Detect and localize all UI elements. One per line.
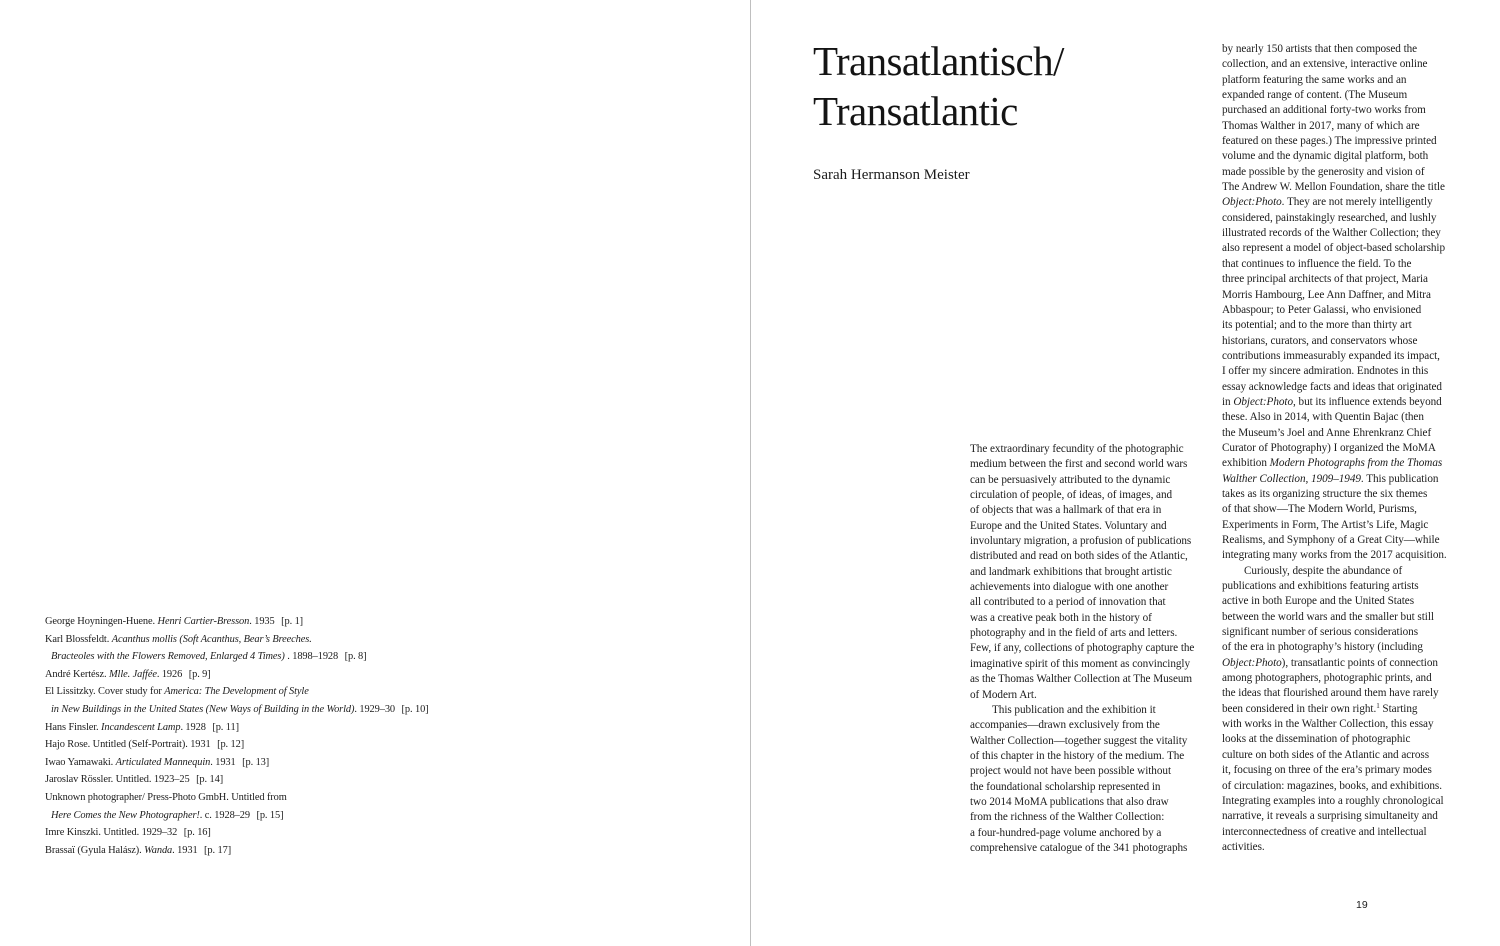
body-text-line: Object:Photo), transatlantic points of connection <box>1222 656 1438 669</box>
body-column-1 <box>970 442 1210 856</box>
body-text-line: photography and in the field of arts and letters. <box>970 627 1178 640</box>
body-text-line: can be persuasively attributed to the dynamic <box>970 473 1171 486</box>
body-text-line: volume and the dynamic digital platform, both <box>1222 150 1429 163</box>
caption-line: Imre Kinszki. Untitled. 1929–32 [p. 16] <box>45 827 211 839</box>
caption-line: Bracteoles with the Flowers Removed, Enlarged 4 Times) . 1898–1928 [p. 8] <box>51 651 367 663</box>
body-text-line: of circulation: magazines, books, and exhibitions. <box>1222 779 1442 792</box>
body-text-line: of that show—The Modern World, Purisms, <box>1222 503 1417 516</box>
body-text-line: by nearly 150 artists that then composed the <box>1222 43 1418 55</box>
body-text-line: Walther Collection—together suggest the vitality <box>970 734 1188 747</box>
body-text-line: of Modern Art. <box>970 688 1037 701</box>
body-text-line: Experiments in Form, The Artist’s Life, Magic <box>1222 518 1429 531</box>
body-text-line: exhibition Modern Photographs from the Thomas <box>1222 457 1443 470</box>
right-page <box>751 0 1500 946</box>
body-text-line: Thomas Walther in 2017, many of which are <box>1222 119 1420 132</box>
body-text-line: Integrating examples into a roughly chronological <box>1222 794 1444 807</box>
body-text-line: a four-hundred-page volume anchored by a <box>970 826 1162 839</box>
body-text-line: was a creative peak both in the history of <box>970 611 1152 624</box>
body-text-line: the foundational scholarship represented in <box>970 780 1161 793</box>
caption-page-ref: [p. 14] <box>196 774 224 786</box>
body-text-line: in Object:Photo, but its influence extends beyond <box>1222 395 1442 408</box>
body-text-line: of the era in photography’s history (including <box>1222 641 1423 654</box>
body-text-line: active in both Europe and the United States <box>1222 595 1415 608</box>
caption-line: Here Comes the New Photographer!. c. 1928–29 [p. 15] <box>51 809 284 821</box>
body-text-line: of this chapter in the history of the medium. The <box>970 749 1185 762</box>
body-text-line: among photographers, photographic prints, and <box>1222 672 1432 685</box>
body-text-line: Curator of Photography) I organized the MoMA <box>1222 441 1436 454</box>
caption-page-ref: [p. 1] <box>281 616 304 627</box>
body-text-line: essay acknowledge facts and ideas that originated <box>1222 380 1442 393</box>
body-text-line: it, focusing on three of the era’s primary modes <box>1222 764 1432 777</box>
body-text-line: two 2014 MoMA publications that also draw <box>970 795 1169 808</box>
body-text-line: with works in the Walther Collection, this essay <box>1222 718 1434 731</box>
caption-line: Hajo Rose. Untitled (Self-Portrait). 1931 [p. 12] <box>45 739 245 751</box>
body-text-line: significant number of serious considerations <box>1222 626 1419 639</box>
caption-line: Iwao Yamawaki. Articulated Mannequin. 1931 [p. 13] <box>45 756 270 768</box>
essay-title-line-1: Transatlantisch/ <box>813 38 1064 84</box>
body-text-line: looks at the dissemination of photographic <box>1222 733 1411 746</box>
body-text-line: as the Thomas Walther Collection at The Museum <box>970 673 1193 686</box>
body-text-line: Few, if any, collections of photography capture the <box>970 642 1195 655</box>
caption-page-ref: [p. 10] <box>401 703 429 715</box>
caption-page-ref: [p. 17] <box>204 844 232 856</box>
body-column-2 <box>1222 42 1462 855</box>
footnote-tail-text: Starting <box>1379 702 1418 715</box>
body-text-line: Morris Hambourg, Lee Ann Daffner, and Mitra <box>1222 288 1431 301</box>
caption-line: Karl Blossfeldt. Acanthus mollis (Soft Acanthus, Bear’s Breeches. <box>45 633 312 645</box>
body-text-line: takes as its organizing structure the six themes <box>1222 487 1428 500</box>
essay-author: Sarah Hermanson Meister <box>813 167 970 183</box>
body-text-line: publications and exhibitions featuring artists <box>1222 580 1419 593</box>
body-text-line: made possible by the generosity and vision of <box>1222 165 1425 178</box>
caption-page-ref: [p. 12] <box>217 739 245 751</box>
body-text-line: that continues to influence the field. To the <box>1222 257 1412 270</box>
caption-line: Unknown photographer/ Press-Photo GmbH. Untitled from <box>45 791 287 803</box>
body-text-line: The Andrew W. Mellon Foundation, share the title <box>1222 181 1445 194</box>
body-text-line: from the richness of the Walther Collection: <box>970 811 1165 824</box>
caption-page-ref: [p. 16] <box>183 827 211 839</box>
body-text-line: been considered in their own right.$^1$ Starting <box>1222 701 1418 715</box>
body-text-line: medium between the first and second world wars <box>970 458 1188 471</box>
body-text-line: Object:Photo. They are not merely intelligently <box>1222 196 1433 209</box>
essay-title <box>813 36 1064 136</box>
body-text-line: interconnectedness of creative and intellectual <box>1222 825 1427 838</box>
body-text-line: The extraordinary fecundity of the photographic <box>970 443 1184 455</box>
footnote-marker: 1 <box>1376 701 1380 710</box>
caption-line: André Kertész. Mlle. Jaffée. 1926 [p. 9] <box>45 668 211 680</box>
caption-line: Hans Finsler. Incandescent Lamp. 1928 [p. 11] <box>45 721 239 733</box>
body-text-line: three principal architects of that project, Maria <box>1222 273 1428 286</box>
body-text-line: culture on both sides of the Atlantic and across <box>1222 748 1430 761</box>
page-number: 19 <box>1356 899 1368 911</box>
body-text-line: also represent a model of object-based scholarship <box>1222 242 1446 255</box>
body-text-line: Europe and the United States. Voluntary and <box>970 519 1167 532</box>
body-text-line: narrative, it reveals a surprising simultaneity and <box>1222 810 1438 823</box>
caption-line: in New Buildings in the United States (New Ways of Building in the World). 1929–30 [p. 10] <box>51 703 429 715</box>
caption-page-ref: [p. 15] <box>256 809 284 821</box>
body-text-line: circulation of people, of ideas, of images, and <box>970 489 1173 502</box>
body-text-line: activities. <box>1222 840 1265 853</box>
body-text-line: involuntary migration, a profusion of publications <box>970 535 1192 548</box>
caption-page-ref: [p. 9] <box>188 668 211 680</box>
body-text-line: these. Also in 2014, with Quentin Bajac (then <box>1222 411 1424 424</box>
body-text-line: Curiously, despite the abundance of <box>1244 564 1403 577</box>
essay-title-line-2: Transatlantic <box>813 88 1018 134</box>
body-text-line: imaginative spirit of this moment as convincingly <box>970 657 1191 670</box>
body-text-line: integrating many works from the 2017 acquisition. <box>1222 549 1447 562</box>
body-text-line: Walther Collection, 1909–1949. This publication <box>1222 472 1439 485</box>
caption-line: George Hoyningen-Huene. Henri Cartier-Bresson. 1935 [p. 1] <box>45 616 304 627</box>
body-text-line: all contributed to a period of innovation that <box>970 596 1166 609</box>
body-text-line: This publication and the exhibition it <box>992 703 1156 716</box>
body-text-line: contributions immeasurably expanded its impact, <box>1222 349 1440 362</box>
body-text-line: accompanies—drawn exclusively from the <box>970 719 1160 732</box>
caption-page-ref: [p. 13] <box>242 756 270 768</box>
body-text-line: collection, and an extensive, interactive online <box>1222 58 1428 71</box>
body-text-line: achievements into dialogue with one another <box>970 581 1169 594</box>
body-text-line: featured on these pages.) The impressive printed <box>1222 135 1437 148</box>
body-text-line: illustrated records of the Walther Collection; they <box>1222 227 1441 240</box>
body-text-line: between the world wars and the smaller but still <box>1222 610 1434 623</box>
body-text-line: I offer my sincere admiration. Endnotes in this <box>1222 365 1429 378</box>
body-text-line: purchased an additional forty-two works from <box>1222 104 1426 117</box>
body-text-line: considered, painstakingly researched, and lushly <box>1222 211 1437 224</box>
caption-page-ref: [p. 11] <box>212 721 239 733</box>
caption-page-ref: [p. 8] <box>344 651 367 663</box>
body-text-line: distributed and read on both sides of the Atlantic, <box>970 550 1188 563</box>
body-text-line: the ideas that flourished around them have rarely <box>1222 687 1439 700</box>
body-text-line: expanded range of content. (The Museum <box>1222 89 1408 102</box>
body-text-line: Realisms, and Symphony of a Great City—while <box>1222 534 1440 546</box>
body-text-line: the Museum’s Joel and Anne Ehrenkranz Chief <box>1222 426 1432 439</box>
body-text-line: project would not have been possible without <box>970 765 1172 778</box>
body-text-line: of objects that was a hallmark of that era in <box>970 504 1162 517</box>
body-text-line: comprehensive catalogue of the 341 photographs <box>970 841 1188 854</box>
caption-line: Brassaï (Gyula Halász). Wanda. 1931 [p. 17] <box>45 844 232 856</box>
body-text-line: and landmark exhibitions that brought artistic <box>970 565 1172 578</box>
body-text-line: its potential; and to the more than thirty art <box>1222 319 1412 332</box>
caption-line: Jaroslav Rössler. Untitled. 1923–25 [p. 14] <box>45 774 224 786</box>
body-text-line: historians, curators, and conservators whose <box>1222 334 1418 347</box>
plate-captions <box>45 613 565 859</box>
body-text-line: platform featuring the same works and an <box>1222 73 1407 86</box>
caption-line: El Lissitzky. Cover study for America: The Development of Style <box>45 686 309 698</box>
body-text-line: Abbaspour; to Peter Galassi, who envisioned <box>1222 303 1422 316</box>
